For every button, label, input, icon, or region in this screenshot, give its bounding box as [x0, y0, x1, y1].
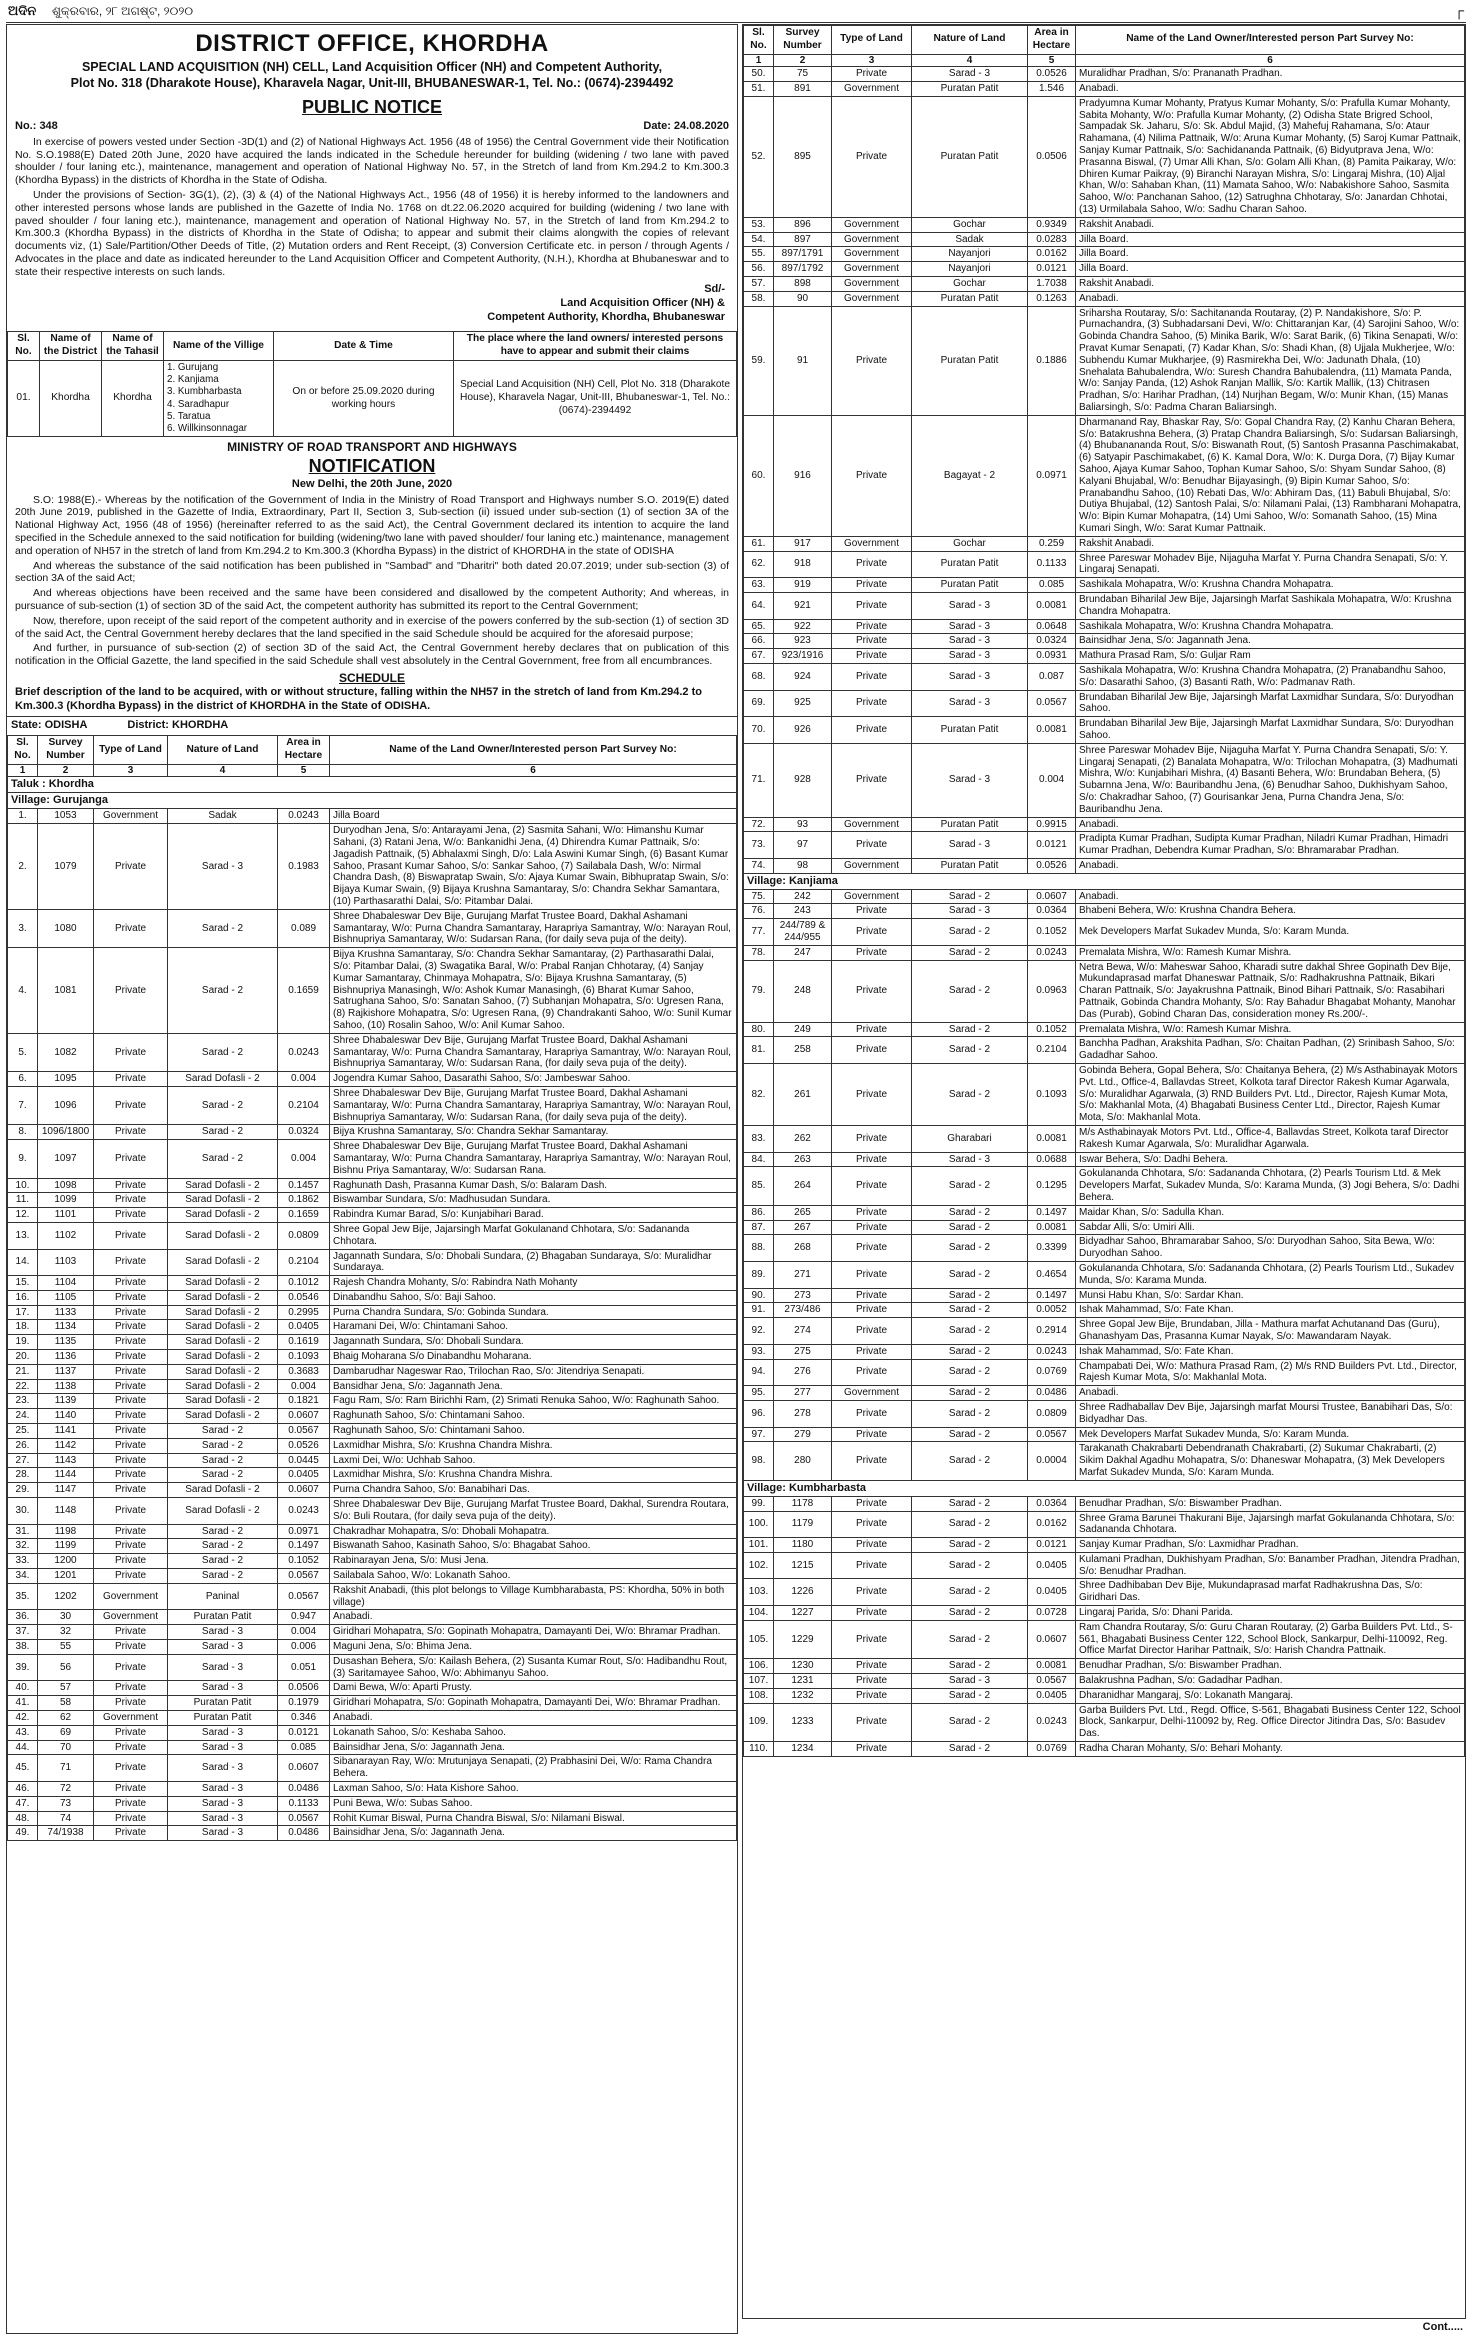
- table-row: 63. 919 Private Puratan Patit 0.085 Sashikala Mohapatra, W/o: Krushna Chandra Mohapatra.: [744, 578, 1465, 593]
- notice-date: Date: 24.08.2020: [643, 120, 729, 132]
- table-row: 28. 1144 Private Sarad - 2 0.0405 Laxmidhar Mishra, S/o: Krushna Chandra Mishra.: [8, 1468, 737, 1483]
- schedule-title: SCHEDULE: [338, 670, 405, 685]
- table-row: 16. 1105 Private Sarad Dofasli - 2 0.0546 Dinabandhu Sahoo, S/o: Baji Sahoo.: [8, 1290, 737, 1305]
- table-row: 31. 1198 Private Sarad - 2 0.0971 Chakradhar Mohapatra, S/o: Dhobali Mohapatra.: [8, 1524, 737, 1539]
- table-row: 29. 1147 Private Sarad Dofasli - 2 0.0607 Purna Chandra Sahoo, S/o: Banabihari Das.: [8, 1483, 737, 1498]
- table-row: 5. 1082 Private Sarad - 2 0.0243 Shree Dhabaleswar Dev Bije, Gurujang Marfat Trustee Board, Dakhal Ashamani Samantaray, W/o: Purna Chandra Samantaray, Harapriya Samantray, W/o: Narayan Roul, Bishnupriya Samantaray, W/o: Sudarsan Rana, (for daily seva puja of the deity).: [8, 1033, 737, 1071]
- table-row: 64. 921 Private Sarad - 3 0.0081 Brundaban Biharilal Jew Bije, Jajarsingh Marfat Sashikala Mohapatra, W/o: Krushna Chandra Mohapatra.: [744, 592, 1465, 619]
- table-row: 103. 1226 Private Sarad - 2 0.0405 Shree Dadhibaban Dev Bije, Mukundaprasad marfat Radhakrushna Das, S/o: Giridhari Das.: [744, 1579, 1465, 1606]
- table-row: 43. 69 Private Sarad - 3 0.0121 Lokanath Sahoo, S/o: Keshaba Sahoo.: [8, 1725, 737, 1740]
- table-row: 61. 917 Government Gochar 0.259 Rakshit Anabadi.: [744, 536, 1465, 551]
- table-row: 88. 268 Private Sarad - 2 0.3399 Bidyadhar Sahoo, Bhramarabar Sahoo, S/o: Duryodhan Sahoo, Sita Bewa, W/o: Duryodhan Sahoo.: [744, 1235, 1465, 1262]
- table-row: 38. 55 Private Sarad - 3 0.006 Maguni Jena, S/o: Bhima Jena.: [8, 1640, 737, 1655]
- left-column: [6, 24, 738, 2334]
- table-row: 40. 57 Private Sarad - 3 0.0506 Dami Bewa, W/o: Aparti Prusty.: [8, 1681, 737, 1696]
- table-row: 68. 924 Private Sarad - 3 0.087 Sashikala Mohapatra, W/o: Krushna Chandra Mohapatra, (2) Pranabandhu Sahoo, S/o: Dasarathi Sahoo, (3) Basanti Rath, W/o: Padmanav Rath.: [744, 663, 1465, 690]
- table-row: 24. 1140 Private Sarad Dofasli - 2 0.0607 Raghunath Sahoo, S/o: Chintamani Sahoo.: [8, 1409, 737, 1424]
- hearing-table: Sl. No. Name of the District Name of the Tahasil Name of the Villige Date & Time The place where the land owners/ interested persons have to appear and submit their claims 01. Khordha Khordha 1. Gurujang 2. Kanjiama 3. Kumbharbasta 4. Saradhapur 5. Taratua 6. Willkinsonnagar On or before 25.09.2020 during working hours Special Land Acquisition (NH) Cell, Plot No. 318 (Dharakote House), Kharavela Nagar, Unit-III, Bhubaneswar-1, Tel. No.: (0674)-2394492: [7, 331, 737, 437]
- table-row: 2. 1079 Private Sarad - 3 0.1983 Duryodhan Jena, S/o: Antarayami Jena, (2) Sasmita Sahani, W/o: Himanshu Kumar Sahani, (3) Ratani Jena, W/o: Bankanidhi Jena, (4) Dhirendra Kumar Pattnaik, S/o: Jagadish Pattnaik, (5) Abhalaxmi Singh, D/o: Lala Aswini Kumar Singh, (6) Basant Kumar Sahoo, Prasant Kumar Sahoo, S/o: Sankar Sahoo, (7) Sailabala Dash, W/o: Nirmal Chandra Dash, (8) Biswapratap Swain, S/o: Ajaya Kumar Swain, Bibhupratap Swain, S/o: Bijaya Kumar Swain, (9) Bijaya Krushna Samantaray, S/o: Chandra Sekhar Samantara, (10) Parthasarathi Dalai, S/o: Pitambar Dalai.: [8, 824, 737, 910]
- table-row: 6. 1095 Private Sarad Dofasli - 2 0.004 Jogendra Kumar Sahoo, Dasarathi Sahoo, S/o: Jambeswar Sahoo.: [8, 1072, 737, 1087]
- table-row: 71. 928 Private Sarad - 3 0.004 Shree Pareswar Mohadev Bije, Nijaguha Marfat Y. Purna Chandra Senapati, S/o: Y. Lingaraj Senapati, (2) Banalata Mohapatra, W/o: Trilochan Mohapatra, (3) Madhumati Mishra, W/o: Kunjabihari Mishra, (4) Basanti Behera, W/o: Brundaban Behera, (5) Subarnna Jena, W/o: Bauribandhu Jena, (6) Benudhar Sahoo, Dukhishyam Sahoo, S/o: Chakradhar Sahoo, (7) Gourisankar Jena, Purna Chandra Jena, S/o: Bauribandhu Jena.: [744, 743, 1465, 817]
- table-row: 14. 1103 Private Sarad Dofasli - 2 0.2104 Jagannath Sundara, S/o: Dhobali Sundara, (2) Bhagaban Sundaraya, S/o: Muralidhar Sundaraya.: [8, 1249, 737, 1276]
- table-row: 54. 897 Government Sadak 0.0283 Jilla Board.: [744, 232, 1465, 247]
- table-row: 105. 1229 Private Sarad - 2 0.0607 Ram Chandra Routaray, S/o: Guru Charan Routaray, (2) Garba Builders Pvt. Ltd., S-561, Bhagabati Business Center 122, School Block, Sankarpur, Delhi-110092, Reg. Office Marfat Director Harihar Pattnaik, S/o: Harish Chandra Pattnaik.: [744, 1620, 1465, 1658]
- table-row: 41. 58 Private Puratan Patit 0.1979 Giridhari Mohapatra, S/o: Gopinath Mohapatra, Damayanti Dei, W/o: Bhramar Pradhan.: [8, 1696, 737, 1711]
- office-subtitle-1: SPECIAL LAND ACQUISITION (NH) CELL, Land Acquisition Officer (NH) and Competent Authority,: [81, 60, 663, 74]
- table-row: 84. 263 Private Sarad - 3 0.0688 Iswar Behera, S/o: Dadhi Behera.: [744, 1152, 1465, 1167]
- table-row: 34. 1201 Private Sarad - 2 0.0567 Sailabala Sahoo, W/o: Lokanath Sahoo.: [8, 1569, 737, 1584]
- public-notice: [7, 25, 737, 331]
- table-row: 56. 897/1792 Government Nayanjori 0.0121 Jilla Board.: [744, 262, 1465, 277]
- table-row: 55. 897/1791 Government Nayanjori 0.0162 Jilla Board.: [744, 247, 1465, 262]
- table-row: 70. 926 Private Puratan Patit 0.0081 Brundaban Biharilal Jew Bije, Jajarsingh Marfat Laxmidhar Sundara, S/o: Duryodhan Sahoo.: [744, 717, 1465, 744]
- table-row: 93. 275 Private Sarad - 2 0.0243 Ishak Mahammad, S/o: Fate Khan.: [744, 1344, 1465, 1359]
- table-row: 12. 1101 Private Sarad Dofasli - 2 0.1659 Rabindra Kumar Barad, S/o: Kunjabihari Barad.: [8, 1208, 737, 1223]
- right-column: [742, 24, 1466, 2319]
- table-row: 18. 1134 Private Sarad Dofasli - 2 0.0405 Haramani Dei, W/o: Chintamani Sahoo.: [8, 1320, 737, 1335]
- schedule-brief: Brief description of the land to be acquired, with or without structure, falling within the NH57 in the stretch of land from Km.294.2 to Km.300.3 (Khordha Bypass) in the district of KHORDHA in the State of ODISHA.: [15, 685, 702, 712]
- table-row: 102. 1215 Private Sarad - 2 0.0405 Kulamani Pradhan, Dukhishyam Pradhan, S/o: Banamber Pradhan, Jitendra Pradhan, S/o: Benudhar Pradhan.: [744, 1552, 1465, 1579]
- table-row: 25. 1141 Private Sarad - 2 0.0567 Raghunath Sahoo, S/o: Chintamani Sahoo.: [8, 1424, 737, 1439]
- newspaper-logo: ଅଦିନ: [8, 3, 37, 18]
- ministry-notification: MINISTRY OF ROAD TRANSPORT AND HIGHWAYS NOTIFICATION New Delhi, the 20th June, 2020 S.O: 1988(E).- Whereas by the notification of the Government of India in the Ministry of Road Transport and Highways number S.O. 2019(E) dated 20th June 2019, published in the Gazette of India, Extraordinary, Part II, Section 3, Sub-section (ii) issued under sub-section (1) of section 3A of the National Highway Act, 1956 (48 of 1956) (hereinafter referred to as the said Act), the Central Government declared its intention to acquire the land specified in the Schedule annexed to the said notification for building (widening/two lane with paved shoulder/ four laning etc.) maintenance, management and operation of NH57 in the stretch of land from Km.294.2 to Km.300.3 (Khordha Bypass) in the district of KHORDHA in the state of ODISHA And whereas the substance of the said notification has been published in "Sambad" and "Dharitri" both dated 20.07.2019; under sub-section (3) of section 3A of the said Act; And whereas objections have been received and the same have been considered and disallowed by the competent Authority; And whereas, in pursuance of sub-section (1) of section 3D of the said Act, the competent authority has submitted its report to the Central Government; Now, therefore, upon receipt of the said report of the competent authority and in exercise of the powers conferred by the sub-section (1) of section 3D of the said Act, the Central Government hereby declares that the land specified in the said Schedule should be acquired for the aforesaid purpose; And further, in pursuance of sub-section (2) of section 3D of the said Act, the Central Government hereby declares that on publication of this notification in the Official Gazette, the land specified in the said Schedule shall vest absolutely in the Central Government, free from all encumbrances. SCHEDULE Brief description of the land to be acquired, with or without structure, falling within the NH57 in the stretch of land from Km.294.2 to Km.300.3 (Khordha Bypass) in the district of KHORDHA in the State of ODISHA.: [15, 440, 729, 712]
- table-row: 79. 248 Private Sarad - 2 0.0963 Netra Bewa, W/o: Maheswar Sahoo, Kharadi sutre dakhal Shree Gopinath Dev Bije, Mukundaprasad marfat Dhaneswar Pattnaik, S/o: Radhakrushna Pattnaik, Bikari Charan Pattnaik, S/o: Jayakrushna Pattnaik, Binod Bihari Pattnaik, S/o: Rasabihari Pattnaik, Gobinda Chandra Mohanty, S/o: Ray Bahadur Bhagabat Mohanty, Manohar Das (Purab), Gobind Charan Das, consideration money Rs.200/-.: [744, 960, 1465, 1022]
- table-row: 48. 74 Private Sarad - 3 0.0567 Rohit Kumar Biswal, Purna Chandra Biswal, S/o: Nilamani Biswal.: [8, 1811, 737, 1826]
- table-row: 66. 923 Private Sarad - 3 0.0324 Bainsidhar Jena, S/o: Jagannath Jena.: [744, 634, 1465, 649]
- table-row: 59. 91 Private Puratan Patit 0.1886 Sriharsha Routaray, S/o: Sachitananda Routaray, (2) P. Nandakishore, S/o: P. Purnachandra, (3) Subhadarsani Devi, W/o: Chittaranjan Kar, (4) Sarojini Sahoo, W/o: Gobinda Chandra Sahoo, (5) Minika Barik, W/o: Sarat Barik, (6) Tikina Senapati, W/o: Pravat Kumar Senapati, (7) Kadar Khan, S/o: Shadi Khan, (8) Ujjala Mukherjee, W/o: Subhendu Kumar Mukharjee, (9) Rasmirekha Dei, W/o: Jadunath Dhala, (10) Snehalata Bahubalendra, W/o: Suresh Chandra Bahubalendra, (11) Mamata Panda, W/o: Sanjay Panda, (12) Ashok Ranjan Mallik, S/o: Kartik Mallik, (13) Chitrasen Pradhan, S/o: Harihar Pradhan, (14) Nurjhan Begam, W/o: Munir Khan, (15) Manas Baliarsingh, S/o: Padma Charan Baliarsingh.: [744, 306, 1465, 415]
- table-row: 22. 1138 Private Sarad Dofasli - 2 0.004 Bansidhar Jena, S/o: Jagannath Jena.: [8, 1379, 737, 1394]
- office-title: DISTRICT OFFICE, KHORDHA: [195, 30, 549, 57]
- continued-label: Cont.....: [1422, 2321, 1463, 2334]
- table-row: 86. 265 Private Sarad - 2 0.1497 Maidar Khan, S/o: Sadulla Khan.: [744, 1205, 1465, 1220]
- village-section: Village: Kanjiama: [744, 873, 1465, 889]
- table-row: 8. 1096/1800 Private Sarad - 2 0.0324 Bijya Krushna Samantaray, S/o: Chandra Sekhar Samantaray.: [8, 1125, 737, 1140]
- table-row: 82. 261 Private Sarad - 2 0.1093 Gobinda Behera, Gopal Behera, S/o: Chaitanya Behera, (2) M/s Asthabinayak Motors Pvt. Ltd., Office-4, Ballavdas Street, Kolkota taraf Director Rakesh Kumar Agarwala, S/o: Muralidhar Agarwala, (3) RND Builders Pvt. Ltd., Director, Rajesh Kumar Mota, S/o: Makhanlal Mota, (4) Bhagabati Business Center Ltd., Director, Rajesh Kumar Mota, S/o: Makhanlal Mota.: [744, 1064, 1465, 1126]
- table-row: 27. 1143 Private Sarad - 2 0.0445 Laxmi Dei, W/o: Uchhab Sahoo.: [8, 1453, 737, 1468]
- village-section: Village: Gurujanga: [8, 793, 737, 809]
- table-row: 19. 1135 Private Sarad Dofasli - 2 0.1619 Jagannath Sundara, S/o: Dhobali Sundara.: [8, 1335, 737, 1350]
- masthead: [6, 2, 1466, 23]
- hearing-row: 01. Khordha Khordha 1. Gurujang 2. Kanjiama 3. Kumbharbasta 4. Saradhapur 5. Taratua 6. Willkinsonnagar On or before 25.09.2020 during working hours Special Land Acquisition (NH) Cell, Plot No. 318 (Dharakote House), Kharavela Nagar, Unit-III, Bhubaneswar-1, Tel. No.: (0674)-2394492: [8, 360, 737, 436]
- table-row: 32. 1199 Private Sarad - 2 0.1497 Biswanath Sahoo, Kasinath Sahoo, S/o: Bhagabat Sahoo.: [8, 1539, 737, 1554]
- table-row: 75. 242 Government Sarad - 2 0.0607 Anabadi.: [744, 889, 1465, 904]
- table-row: 33. 1200 Private Sarad - 2 0.1052 Rabinarayan Jena, S/o: Musi Jena.: [8, 1554, 737, 1569]
- table-row: 72. 93 Government Puratan Patit 0.9915 Anabadi.: [744, 817, 1465, 832]
- office-subtitle-2: Plot No. 318 (Dharakote House), Kharavela Nagar, Unit-III, BHUBANESWAR-1, Tel. No.: (0674)-2394492: [70, 76, 674, 91]
- table-row: 44. 70 Private Sarad - 3 0.085 Bainsidhar Jena, S/o: Jagannath Jena.: [8, 1740, 737, 1755]
- table-row: 109. 1233 Private Sarad - 2 0.0243 Garba Builders Pvt. Ltd., Regd. Office, S-561, Bhagabati Business Center 122, School Block, Sankarpur, Delhi-110092 by, Reg. Office Director Jitindra Das, S/o: Basudev Das.: [744, 1703, 1465, 1741]
- table-row: 42. 62 Government Puratan Patit 0.346 Anabadi.: [8, 1711, 737, 1726]
- table-row: 101. 1180 Private Sarad - 2 0.0121 Sanjay Kumar Pradhan, S/o: Laxmidhar Pradhan.: [744, 1538, 1465, 1553]
- table-row: 23. 1139 Private Sarad Dofasli - 2 0.1821 Fagu Ram, S/o: Ram Birichhi Ram, (2) Srimati Renuka Sahoo, W/o: Raghunath Sahoo.: [8, 1394, 737, 1409]
- table-row: 80. 249 Private Sarad - 2 0.1052 Premalata Mishra, W/o: Ramesh Kumar Mishra.: [744, 1022, 1465, 1037]
- table-row: 46. 72 Private Sarad - 3 0.0486 Laxman Sahoo, S/o: Hata Kishore Sahoo.: [8, 1781, 737, 1796]
- table-row: 96. 278 Private Sarad - 2 0.0809 Shree Radhaballav Dev Bije, Jajarsingh marfat Moursi Trustee, Banabihari Das, S/o: Bidyadhar Das.: [744, 1400, 1465, 1427]
- table-row: 47. 73 Private Sarad - 3 0.1133 Puni Bewa, W/o: Subas Sahoo.: [8, 1796, 737, 1811]
- table-row: 1. 1053 Government Sadak 0.0243 Jilla Board: [8, 809, 737, 824]
- signature-block: Sd/- Land Acquisition Officer (NH) & Competent Authority, Khordha, Bhubaneswar: [487, 282, 725, 324]
- table-row: 77. 244/789 & 244/955 Private Sarad - 2 0.1052 Mek Developers Marfat Sukadev Munda, S/o: Karam Munda.: [744, 919, 1465, 946]
- table-row: 4. 1081 Private Sarad - 2 0.1659 Bijya Krushna Samantaray, S/o: Chandra Sekhar Samantaray, (2) Parthasarathi Dalai, S/o: Pitambar Dalai, (3) Swagatika Baral, W/o: Prabal Ranjan Chhotaray, (4) Sanjay Kumar Samantaray, Chinmaya Mohapatra, S/o: Bijaya Krushna Samantaray, (5) Bishnupriya Manasingh, W/o: Ashok Kumar Manasingh, (6) Bharat Kumar Sahoo, Satrughana Sahoo, S/o: Sanatan Sahoo, (7) Subhanjan Mohapatra, S/o: Ugresen Rana, (8) Rajkishore Mohapatra, S/o: Ugresen Rana, (9) Chandrakanti Sahoo, W/o: Sunil Kumar Sahoo, (10) Rosalin Sahoo, W/o: Anil Kumar Sahoo.: [8, 948, 737, 1034]
- table-row: 92. 274 Private Sarad - 2 0.2914 Shree Gopal Jew Bije, Brundaban, Jilla - Mathura marfat Achutanand Das (Guru), Ghanashyam Das, Prasanna Kumar Nayak, S/o: Mawandaram Nayak.: [744, 1318, 1465, 1345]
- table-row: 90. 273 Private Sarad - 2 0.1497 Munsi Habu Khan, S/o: Sardar Khan.: [744, 1288, 1465, 1303]
- notice-heading: PUBLIC NOTICE: [301, 96, 442, 117]
- table-row: 30. 1148 Private Sarad Dofasli - 2 0.0243 Shree Dhabaleswar Dev Bije, Gurujang Marfat Trustee Board, Dakhal, Surendra Routara, S/o: Buli Routara, (for daily seva puja of the deity).: [8, 1498, 737, 1525]
- table-row: 67. 923/1916 Private Sarad - 3 0.0931 Mathura Prasad Ram, S/o: Guljar Ram: [744, 649, 1465, 664]
- table-row: 97. 279 Private Sarad - 2 0.0567 Mek Developers Marfat Sukadev Munda, S/o: Karam Munda.: [744, 1427, 1465, 1442]
- notice-para-1: In exercise of powers vested under Section -3D(1) and (2) of National Highways Act. 1956 (48 of 1956) the Central Government vide their Notification No. S.O.1988(E) Dated 20th June, 2020 have acquired the lands indicated in the Schedule hereunder for building (widening / two lane with paved shoulder / four laning etc.), maintenance, management and operation of National Highway No. 57, in the Stretch of land from Km.294.2 to Km.300.3 (Khordha Bypass) in the districts of Khordha in the State of Odisha.: [15, 135, 729, 187]
- masthead-date: ଶୁକ୍ରବାର, ୨୮ ଅଗଷ୍ଟ, ୨୦୨୦: [52, 4, 194, 18]
- table-row: 36. 30 Government Puratan Patit 0.947 Anabadi.: [8, 1610, 737, 1625]
- table-row: 74. 98 Government Puratan Patit 0.0526 Anabadi.: [744, 858, 1465, 873]
- table-row: 87. 267 Private Sarad - 2 0.0081 Sabdar Alli, S/o: Umiri Alli.: [744, 1220, 1465, 1235]
- state-district-line: State: ODISHA District: KHORDHA: [7, 716, 737, 735]
- table-row: 94. 276 Private Sarad - 2 0.0769 Champabati Dei, W/o: Mathura Prasad Ram, (2) M/s RND Builders Pvt. Ltd., Director, Rajesh Kumar Mota, S/o: Makhanlal Mota.: [744, 1359, 1465, 1386]
- table-row: 81. 258 Private Sarad - 2 0.2104 Banchha Padhan, Arakshita Padhan, S/o: Chaitan Padhan, (2) Srinibash Sahoo, S/o: Gadadhar Sahoo.: [744, 1037, 1465, 1064]
- table-row: 89. 271 Private Sarad - 2 0.4654 Gokulananda Chhotara, S/o: Sadananda Chhotara, (2) Pearls Tourism Ltd., Sukadev Munda, S/o: Karama Munda.: [744, 1261, 1465, 1288]
- table-row: 52. 895 Private Puratan Patit 0.0506 Pradyumna Kumar Mohanty, Pratyus Kumar Mohanty, S/o: Prafulla Kumar Mohanty, Sabita Mohanty, W/o: Prafulla Kumar Mohanty, (2) Odisha State Brigred School, Sampadak Sk. Jaharu, S/o: Sk. Abdul Majid, (3) Mahefuj Rahamana, S/o: Ataur Rahamana, (4) Nilima Pattnaik, W/o: Aruna Kumar Mohanty, (5) Saroj Kumar Pattnaik, Sanjay Kumar Pattnaik, S/o: Sachidananda Pattnaik, (6) Bidyutprava Jena, W/o: Prasanna Biswal, (7) Umar Alli Khan, S/o: Golam Alli Khan, (8) Pamita Paikaray, W/o: Dhiren Kumar Paikray, (9) Biranchi Narayan Mishra, S/o: Lingaraj Mishra, (10) Aljal Khan, W/o: Sahaban Khan, (11) Mamata Sahoo, W/o: Nabakishore Sahoo, Sasmita Sahoo, W/o: Panchanan Sahoo, (12) Satrughna Chhotaray, S/o: Janardan Chhotai, (13) Urmilabala Sahoo, W/o: Sadhu Charan Sahoo.: [744, 96, 1465, 217]
- table-row: 13. 1102 Private Sarad Dofasli - 2 0.0809 Shree Gopal Jew Bije, Jajarsingh Marfat Gokulanand Chhotara, S/o: Sadananda Chhotara.: [8, 1222, 737, 1249]
- table-row: 58. 90 Government Puratan Patit 0.1263 Anabadi.: [744, 291, 1465, 306]
- table-row: 98. 280 Private Sarad - 2 0.0004 Tarakanath Chakrabarti Debendranath Chakrabarti, (2) Sukumar Chakrabarti, (2) Sikim Dakhal Agadhu Mohapatra, S/o: Dhaneswar Mohapatra, (3) Mek Developers Marfat Sukadev Munda, S/o: Karam Munda.: [744, 1442, 1465, 1480]
- table-row: 76. 243 Private Sarad - 3 0.0364 Bhabeni Behera, W/o: Krushna Chandra Behera.: [744, 904, 1465, 919]
- table-row: 15. 1104 Private Sarad Dofasli - 2 0.1012 Rajesh Chandra Mohanty, S/o: Rabindra Nath Mohanty: [8, 1276, 737, 1291]
- table-row: 26. 1142 Private Sarad - 2 0.0526 Laxmidhar Mishra, S/o: Krushna Chandra Mishra.: [8, 1438, 737, 1453]
- table-row: 99. 1178 Private Sarad - 2 0.0364 Benudhar Pradhan, S/o: Biswamber Pradhan.: [744, 1496, 1465, 1511]
- corner-mark-icon: ┌: [1454, 2, 1464, 18]
- table-row: 60. 916 Private Bagayat - 2 0.0971 Dharmanand Ray, Bhaskar Ray, S/o: Gopal Chandra Ray, (2) Kanhu Charan Behera, S/o: Batakrushna Behera, (3) Pratap Chandra Baliarsingh, S/o: Sudarsan Baliarsingh, (4) Bhubanananda Rout, S/o: Biswanath Rout, (5) Santosh Prasanna Paschimakabat, (6) Satyapir Paschimakabet, (6) K. Kamal Dora, W/o: K. Durga Dora, (7) Bijay Kumar Sahoo, Ajaya Kumar Sahoo, Tophan Kumar Sahoo, S/o: Shyam Sundar Sahoo, (8) Kalyani Bhujabal, W/o: Benudhar Bijayasingh, (9) Bipin Kumar Sahoo, S/o: Pranabandhu Sahoo, (10) Rebati Das, W/o: Abhiram Das, (11) Babuli Bhujabal, S/o: Dutiya Bhujabal, (12) Santosh Palai, S/o: Nilamani Palai, (13) Rambharani Mohapatra, W/o: Bipin Kumar Mohapatra, (14) Umi Sahoo, W/o: Somanath Sahoo, (15) Mina Kumari Singh, W/o: Sarat Kumar Pattnaik.: [744, 415, 1465, 536]
- table-row: 73. 97 Private Sarad - 3 0.0121 Pradipta Kumar Pradhan, Sudipta Kumar Pradhan, Niladri Kumar Pradhan, Himadri Kumar Pradhan, Debendra Kumar Pradhan, S/o: Bhramarabar Pradhan.: [744, 832, 1465, 859]
- table-row: 11. 1099 Private Sarad Dofasli - 2 0.1862 Biswambar Sundara, S/o: Madhusudan Sundara.: [8, 1193, 737, 1208]
- schedule-table-right: Sl. No. Survey Number Type of Land Nature of Land Area in Hectare Name of the Land Owner/Interested person Part Survey No: 1 2 3 4 5 6 50. 75 Private Sarad - 3 0.0526 Muralidhar Pradhan, S/o: Prananath Pradhan. 51. 891 Government Puratan Patit 1.546 Anabadi. 52. 895 Private Puratan Patit 0.0506 Pradyumna Kumar Mohanty, Pratyus Kumar Mohanty, S/o: Prafulla Kumar Mohanty, Sabita Mohanty, W/o: Prafulla Kumar Mohanty, (2) Odisha State Brigred School, Sampadak Sk. Jaharu, S/o: Sk. Abdul Majid, (3) Mahefuj Rahamana, S/o: Ataur Rahamana, (4) Nilima Pattnaik, W/o: Aruna Kumar Mohanty, (5) Saroj Kumar Pattnaik, Sanjay Kumar Pattnaik, S/o: Sachidananda Pattnaik, (6) Bidyutprava Jena, W/o: Prasanna Biswal, (7) Umar Alli Khan, S/o: Golam Alli Khan, (8) Pamita Paikaray, W/o: Dhiren Kumar Paikray, (9) Biranchi Narayan Mishra, S/o: Lingaraj Mishra, (10) Aljal Khan, W/o: Sahaban Khan, (11) Mamata Sahoo, W/o: Nabakishore Sahoo, Sasmita Sahoo, W/o: Panchanan Sahoo, (12) Satrughna Chhotaray, S/o: Janardan Chhotai, (13) Urmilabala Sahoo, W/o: Sadhu Charan Sahoo. 53. 896 Government Gochar 0.9349 Rakshit Anabadi. 54. 897 Government Sadak 0.0283 Jilla Board. 55. 897/1791 Government Nayanjori 0.0162 Jilla Board. 56. 897/1792 Government Nayanjori 0.0121 Jilla Board. 57. 898 Government Gochar 1.7038 Rakshit Anabadi. 58. 90 Government Puratan Patit 0.1263 Anabadi. 59. 91 Private Puratan Patit 0.1886 Sriharsha Routaray, S/o: Sachitananda Routaray, (2) P. Nandakishore, S/o: P. Purnachandra, (3) Subhadarsani Devi, W/o: Chittaranjan Kar, (4) Sarojini Sahoo, W/o: Gobinda Chandra Sahoo, (5) Minika Barik, W/o: Sarat Barik, (6) Tikina Senapati, W/o: Pravat Kumar Senapati, (7) Kadar Khan, S/o: Shadi Khan, (8) Ujjala Mukherjee, W/o: Subhendu Kumar Mukharjee, (9) Rasmirekha Dei, W/o: Jadunath Dhala, (10) Snehalata Bahubalendra, W/o: Suresh Chandra Bahubalendra, (11) Mamata Panda, W/o: Sanjay Panda, (12) Ashok Ranjan Mallik, S/o: Kartik Mallik, (13) Chitrasen Pradhan, S/o: Harihar Pradhan, (14) Nurjhan Begam, W/o: Munir Khan, (15) Manas Baliarsingh, S/o: Padma Charan Baliarsingh. 60. 916 Private Bagayat - 2 0.0971 Dharmanand Ray, Bhaskar Ray, S/o: Gopal Chandra Ray, (2) Kanhu Charan Behera, S/o: Batakrushna Behera, (3) Pratap Chandra Baliarsingh, S/o: Sudarsan Baliarsingh, (4) Bhubanananda Rout, S/o: Biswanath Rout, (5) Santosh Prasanna Paschimakabat, (6) Satyapir Paschimakabet, (6) K. Kamal Dora, W/o: K. Durga Dora, (7) Bijay Kumar Sahoo, Ajaya Kumar Sahoo, Tophan Kumar Sahoo, S/o: Shyam Sundar Sahoo, (8) Kalyani Bhujabal, W/o: Benudhar Bijayasingh, (9) Bipin Kumar Sahoo, S/o: Pranabandhu Sahoo, (10) Rebati Das, W/o: Abhiram Das, (11) Babuli Bhujabal, S/o: Dutiya Bhujabal, (12) Santosh Palai, S/o: Nilamani Palai, (13) Rambharani Mohapatra, W/o: Bipin Kumar Mohapatra, (14) Umi Sahoo, W/o: Somanath Sahoo, (15) Mina Kumari Singh, W/o: Sarat Kumar Pattnaik. 61. 917 Government Gochar 0.259 Rakshit Anabadi. 62. 918 Private Puratan Patit 0.1133 Shree Pareswar Mohadev Bije, Nijaguha Marfat Y. Purna Chandra Senapati, S/o: Y. Lingaraj Senapati. 63. 919 Private Puratan Patit 0.085 Sashikala Mohapatra, W/o: Krushna Chandra Mohapatra. 64. 921 Private Sarad - 3 0.0081 Brundaban Biharilal Jew Bije, Jajarsingh Marfat Sashikala Mohapatra, W/o: Krushna Chandra Mohapatra. 65. 922 Private Sarad - 3 0.0648 Sashikala Mohapatra, W/o: Krushna Chandra Mohapatra. 66. 923 Private Sarad - 3 0.0324 Bainsidhar Jena, S/o: Jagannath Jena. 67. 923/1916 Private Sarad - 3 0.0931 Mathura Prasad Ram, S/o: Guljar Ram 68. 924 Private Sarad - 3 0.087 Sashikala Mohapatra, W/o: Krushna Chandra Mohapatra, (2) Pranabandhu Sahoo, S/o: Dasarathi Sahoo, (3) Basanti Rath, W/o: Padmanav Rath. 69. 925 Private Sarad - 3 0.0567 Brundaban Biharilal Jew Bije, Jajarsingh Marfat Laxmidhar Sundara, S/o: Duryodhan Sahoo. 70. 926 Private Puratan Patit 0.0081 Brundaban Biharilal Jew Bije, Jajarsingh Marfat Laxmidhar Sundara, S/o: Duryodhan Sahoo. 71. 928 Private Sarad - 3 0.004 Shree Pareswar Mohadev Bije, Nijaguha Marfat Y. Purna Chandra Senapati, S/o: Y. Lingaraj Senapati, (2) Banalata Mohapatra, W/o: Trilochan Mohapatra, (3) Madhumati Mishra, W/o: Kunjabihari Mishra, (4) Basanti Behera, W/o: Brundaban Behera, (5) Subarnna Jena, W/o: Bauribandhu Jena, (6) Benudhar Sahoo, Dukhishyam Sahoo, S/o: Chakradhar Sahoo, (7) Gourisankar Jena, Purna Chandra Jena, S/o: Bauribandhu Jena. 72. 93 Government Puratan Patit 0.9915 Anabadi. 73. 97 Private Sarad - 3 0.0121 Pradipta Kumar Pradhan, Sudipta Kumar Pradhan, Niladri Kumar Pradhan, Himadri Kumar Pradhan, Debendra Kumar Pradhan, S/o: Bhramarabar Pradhan. 74. 98 Government Puratan Patit 0.0526 Anabadi. Village: Kanjiama 75. 242 Government Sarad - 2 0.0607 Anabadi. 76. 243 Private Sarad - 3 0.0364 Bhabeni Behera, W/o: Krushna Chandra Behera. 77. 244/789 & 244/955 Private Sarad - 2 0.1052 Mek Developers Marfat Sukadev Munda, S/o: Karam Munda. 78. 247 Private Sarad - 2 0.0243 Premalata Mishra, W/o: Ramesh Kumar Mishra. 79. 248 Private Sarad - 2 0.0963 Netra Bewa, W/o: Maheswar Sahoo, Kharadi sutre dakhal Shree Gopinath Dev Bije, Mukundaprasad marfat Dhaneswar Pattnaik, S/o: Radhakrushna Pattnaik, Bikari Charan Pattnaik, S/o: Jayakrushna Pattnaik, Binod Bihari Pattnaik, S/o: Rasabihari Pattnaik, Gobinda Chandra Mohanty, S/o: Ray Bahadur Bhagabat Mohanty, Manohar Das (Purab), Gobind Charan Das, consideration money Rs.200/-. 80. 249 Private Sarad - 2 0.1052 Premalata Mishra, W/o: Ramesh Kumar Mishra. 81. 258 Private Sarad - 2 0.2104 Banchha Padhan, Arakshita Padhan, S/o: Chaitan Padhan, (2) Srinibash Sahoo, S/o: Gadadhar Sahoo. 82. 261 Private Sarad - 2 0.1093 Gobinda Behera, Gopal Behera, S/o: Chaitanya Behera, (2) M/s Asthabinayak Motors Pvt. Ltd., Office-4, Ballavdas Street, Kolkota taraf Director Rakesh Kumar Agarwala, S/o: Muralidhar Agarwala, (3) RND Builders Pvt. Ltd., Director, Rajesh Kumar Mota, S/o: Makhanlal Mota, (4) Bhagabati Business Center Ltd., Director, Rajesh Kumar Mota, S/o: Makhanlal Mota. 83. 262 Private Gharabari 0.0081 M/s Asthabinayak Motors Pvt. Ltd., Office-4, Ballavdas Street, Kolkota taraf Director Rakesh Kumar Agarwala, S/o: Muralidhar Agarwala. 84. 263 Private Sarad - 3 0.0688 Iswar Behera, S/o: Dadhi Behera. 85. 264 Private Sarad - 2 0.1295 Gokulananda Chhotara, S/o: Sadananda Chhotara, (2) Pearls Tourism Ltd. & Mek Developers Marfat, Sukadev Munda, S/o: Karama Munda, (3) Jogi Behera, S/o: Dadhi Behera. 86. 265 Private Sarad - 2 0.1497 Maidar Khan, S/o: Sadulla Khan. 87. 267 Private Sarad - 2 0.0081 Sabdar Alli, S/o: Umiri Alli. 88. 268 Private Sarad - 2 0.3399 Bidyadhar Sahoo, Bhramarabar Sahoo, S/o: Duryodhan Sahoo, Sita Bewa, W/o: Duryodhan Sahoo. 89. 271 Private Sarad - 2 0.4654 Gokulananda Chhotara, S/o: Sadananda Chhotara, (2) Pearls Tourism Ltd., Sukadev Munda, S/o: Karama Munda. 90. 273 Private Sarad - 2 0.1497 Munsi Habu Khan, S/o: Sardar Khan. 91. 273/486 Private Sarad - 2 0.0052 Ishak Mahammad, S/o: Fate Khan. 92. 274 Private Sarad - 2 0.2914 Shree Gopal Jew Bije, Brundaban, Jilla - Mathura marfat Achutanand Das (Guru), Ghanashyam Das, Prasanna Kumar Nayak, S/o: Mawandaram Nayak. 93. 275 Private Sarad - 2 0.0243 Ishak Mahammad, S/o: Fate Khan. 94. 276 Private Sarad - 2 0.0769 Champabati Dei, W/o: Mathura Prasad Ram, (2) M/s RND Builders Pvt. Ltd., Director, Rajesh Kumar Mota, S/o: Makhanlal Mota. 95. 277 Government Sarad - 2 0.0486 Anabadi. 96. 278 Private Sarad - 2 0.0809 Shree Radhaballav Dev Bije, Jajarsingh marfat Moursi Trustee, Banabihari Das, S/o: Bidyadhar Das. 97. 279 Private Sarad - 2 0.0567 Mek Developers Marfat Sukadev Munda, S/o: Karam Munda. 98. 280 Private Sarad - 2 0.0004 Tarakanath Chakrabarti Debendranath Chakrabarti, (2) Sukumar Chakrabarti, (2) Sikim Dakhal Agadhu Mohapatra, S/o: Dhaneswar Mohapatra, (3) Mek Developers Marfat Sukadev Munda, S/o: Karam Munda. Village: Kumbharbasta 99. 1178 Private Sarad - 2 0.0364 Benudhar Pradhan, S/o: Biswamber Pradhan. 100. 1179 Private Sarad - 2 0.0162 Shree Grama Barunei Thakurani Bije, Jajarsingh marfat Gokulananda Chhotara, S/o: Sadananda Chhotara. 101. 1180 Private Sarad - 2 0.0121 Sanjay Kumar Pradhan, S/o: Laxmidhar Pradhan. 102. 1215 Private Sarad - 2 0.0405 Kulamani Pradhan, Dukhishyam Pradhan, S/o: Banamber Pradhan, Jitendra Pradhan, S/o: Benudhar Pradhan. 103. 1226 Private Sarad - 2 0.0405 Shree Dadhibaban Dev Bije, Mukundaprasad marfat Radhakrushna Das, S/o: Giridhari Das. 104. 1227 Private Sarad - 2 0.0728 Lingaraj Parida, S/o: Dhani Parida. 105. 1229 Private Sarad - 2 0.0607 Ram Chandra Routaray, S/o: Guru Charan Routaray, (2) Garba Builders Pvt. Ltd., S-561, Bhagabati Business Center 122, School Block, Sankarpur, Delhi-110092, Reg. Office Marfat Director Harihar Pattnaik, S/o: Harish Chandra Pattnaik. 106. 1230 Private Sarad - 2 0.0081 Benudhar Pradhan, S/o: Biswamber Pradhan. 107. 1231 Private Sarad - 3 0.0567 Balakrushna Padhan, S/o: Gadadhar Padhan. 108. 1232 Private Sarad - 2 0.0405 Dharanidhar Mangaraj, S/o: Lokanath Mangaraj. 109. 1233 Private Sarad - 2 0.0243 Garba Builders Pvt. Ltd., Regd. Office, S-561, Bhagabati Business Center 122, School Block, Sankarpur, Delhi-110092 by, Reg. Office Director Jitindra Das, S/o: Basudev Das. 110. 1234 Private Sarad - 2 0.0769 Radha Charan Mohanty, S/o: Behari Mohanty.: [743, 25, 1465, 1757]
- village-section: Village: Kumbharbasta: [744, 1480, 1465, 1496]
- table-row: 91. 273/486 Private Sarad - 2 0.0052 Ishak Mahammad, S/o: Fate Khan.: [744, 1303, 1465, 1318]
- table-row: 62. 918 Private Puratan Patit 0.1133 Shree Pareswar Mohadev Bije, Nijaguha Marfat Y. Purna Chandra Senapati, S/o: Y. Lingaraj Senapati.: [744, 551, 1465, 578]
- table-row: 78. 247 Private Sarad - 2 0.0243 Premalata Mishra, W/o: Ramesh Kumar Mishra.: [744, 945, 1465, 960]
- notice-para-2: Under the provisions of Section- 3G(1), (2), (3) & (4) of the National Highways Act., 1956 (48 of 1956) it is hereby informed to the landowners and other interested persons whose lands are published in the Gazette of India No. 1768 on dt.22.06.2020 acquired for building (widening / two lane with paved shoulder / four laning etc.), maintenance, management and operation of National Highway No. 57, in the Stretch of land from Km.294.2 to Km.300.3 (Khordha Bypass) in the districts of Khordha in the State of Odisha; to appear and submit their claims alongwith the copies of relevant documents viz, (1) Sale/Partition/Other Deeds of Title, (2) Mutation orders and Rent Receipt, (3) Conversion Certificate etc. in person / through Agents / Advocates in the place and date as indicated hereunder to the Land Acquisition Officer and Competent Authority, (N.H.), Khordha at Bhubaneswar and to state their respective interests on such lands.: [15, 188, 729, 278]
- table-row: 110. 1234 Private Sarad - 2 0.0769 Radha Charan Mohanty, S/o: Behari Mohanty.: [744, 1742, 1465, 1757]
- table-row: 95. 277 Government Sarad - 2 0.0486 Anabadi.: [744, 1386, 1465, 1401]
- table-row: 108. 1232 Private Sarad - 2 0.0405 Dharanidhar Mangaraj, S/o: Lokanath Mangaraj.: [744, 1688, 1465, 1703]
- table-row: 17. 1133 Private Sarad Dofasli - 2 0.2995 Purna Chandra Sundara, S/o: Gobinda Sundara.: [8, 1305, 737, 1320]
- table-row: 39. 56 Private Sarad - 3 0.051 Dusashan Behera, S/o: Kailash Behera, (2) Susanta Kumar Rout, S/o: Hadibandhu Rout, (3) Saritamayee Sahoo, W/o: Abhimanyu Sahoo.: [8, 1654, 737, 1681]
- table-row: 85. 264 Private Sarad - 2 0.1295 Gokulananda Chhotara, S/o: Sadananda Chhotara, (2) Pearls Tourism Ltd. & Mek Developers Marfat, Sukadev Munda, S/o: Karama Munda, (3) Jogi Behera, S/o: Dadhi Behera.: [744, 1167, 1465, 1205]
- table-row: 9. 1097 Private Sarad - 2 0.004 Shree Dhabaleswar Dev Bije, Gurujang Marfat Trustee Board, Dakhal Ashamani Samantaray, W/o: Purna Chandra Samantaray, Harapriya Samantray, W/o: Narayan Roul, Bishnu Priya Samantaray, W/o: Sudarsan Rana.: [8, 1140, 737, 1178]
- table-row: 50. 75 Private Sarad - 3 0.0526 Muralidhar Pradhan, S/o: Prananath Pradhan.: [744, 67, 1465, 82]
- table-row: 106. 1230 Private Sarad - 2 0.0081 Benudhar Pradhan, S/o: Biswamber Pradhan.: [744, 1659, 1465, 1674]
- table-row: 7. 1096 Private Sarad - 2 0.2104 Shree Dhabaleswar Dev Bije, Gurujang Marfat Trustee Board, Dakhal Ashamani Samantaray, W/o: Purna Chandra Samantaray, Harapriya Samantray, W/o: Narayan Roul, Bishnupriya Samantaray, W/o: Sudarsan Rana, (for daily seva puja of the deity).: [8, 1086, 737, 1124]
- table-row: 20. 1136 Private Sarad Dofasli - 2 0.1093 Bhaig Moharana S/o Dinabandhu Moharana.: [8, 1350, 737, 1365]
- table-row: 104. 1227 Private Sarad - 2 0.0728 Lingaraj Parida, S/o: Dhani Parida.: [744, 1606, 1465, 1621]
- schedule-table-left: Sl. No. Survey Number Type of Land Nature of Land Area in Hectare Name of the Land Owner/Interested person Part Survey No: 1 2 3 4 5 6 Taluk : Khordha Village: Gurujanga 1. 1053 Government Sadak 0.0243 Jilla Board 2. 1079 Private Sarad - 3 0.1983 Duryodhan Jena, S/o: Antarayami Jena, (2) Sasmita Sahani, W/o: Himanshu Kumar Sahani, (3) Ratani Jena, W/o: Bankanidhi Jena, (4) Dhirendra Kumar Pattnaik, S/o: Jagadish Pattnaik, (5) Abhalaxmi Singh, D/o: Lala Aswini Kumar Singh, (6) Basant Kumar Sahoo, Prasant Kumar Sahoo, S/o: Sankar Sahoo, (7) Sailabala Dash, W/o: Nirmal Chandra Dash, (8) Biswapratap Swain, S/o: Ajaya Kumar Swain, Bibhupratap Swain, S/o: Bijaya Kumar Swain, (9) Bijaya Krushna Samantaray, S/o: Chandra Sekhar Samantara, (10) Parthasarathi Dalai, S/o: Pitambar Dalai. 3. 1080 Private Sarad - 2 0.089 Shree Dhabaleswar Dev Bije, Gurujang Marfat Trustee Board, Dakhal Ashamani Samantaray, W/o: Purna Chandra Samantaray, Harapriya Samantray, W/o: Narayan Roul, Bishnupriya Samantaray, W/o: Sudarsan Rana, (for daily seva puja of the deity). 4. 1081 Private Sarad - 2 0.1659 Bijya Krushna Samantaray, S/o: Chandra Sekhar Samantaray, (2) Parthasarathi Dalai, S/o: Pitambar Dalai, (3) Swagatika Baral, W/o: Prabal Ranjan Chhotaray, (4) Sanjay Kumar Samantaray, Chinmaya Mohapatra, S/o: Bijaya Krushna Samantaray, (5) Bishnupriya Manasingh, W/o: Ashok Kumar Manasingh, (6) Bharat Kumar Sahoo, Satrughana Sahoo, S/o: Sanatan Sahoo, (7) Subhanjan Mohapatra, S/o: Ugresen Rana, (8) Rajkishore Mohapatra, S/o: Ugresen Rana, (9) Chandrakanti Sahoo, W/o: Sunil Kumar Sahoo, (10) Rosalin Sahoo, W/o: Anil Kumar Sahoo. 5. 1082 Private Sarad - 2 0.0243 Shree Dhabaleswar Dev Bije, Gurujang Marfat Trustee Board, Dakhal Ashamani Samantaray, W/o: Purna Chandra Samantaray, Harapriya Samantray, W/o: Narayan Roul, Bishnupriya Samantaray, W/o: Sudarsan Rana, (for daily seva puja of the deity). 6. 1095 Private Sarad Dofasli - 2 0.004 Jogendra Kumar Sahoo, Dasarathi Sahoo, S/o: Jambeswar Sahoo. 7. 1096 Private Sarad - 2 0.2104 Shree Dhabaleswar Dev Bije, Gurujang Marfat Trustee Board, Dakhal Ashamani Samantaray, W/o: Purna Chandra Samantaray, Harapriya Samantray, W/o: Narayan Roul, Bishnupriya Samantaray, W/o: Sudarsan Rana, (for daily seva puja of the deity). 8. 1096/1800 Private Sarad - 2 0.0324 Bijya Krushna Samantaray, S/o: Chandra Sekhar Samantaray. 9. 1097 Private Sarad - 2 0.004 Shree Dhabaleswar Dev Bije, Gurujang Marfat Trustee Board, Dakhal Ashamani Samantaray, W/o: Purna Chandra Samantaray, Harapriya Samantray, W/o: Narayan Roul, Bishnu Priya Samantaray, W/o: Sudarsan Rana. 10. 1098 Private Sarad Dofasli - 2 0.1457 Raghunath Dash, Prasanna Kumar Dash, S/o: Balaram Dash. 11. 1099 Private Sarad Dofasli - 2 0.1862 Biswambar Sundara, S/o: Madhusudan Sundara. 12. 1101 Private Sarad Dofasli - 2 0.1659 Rabindra Kumar Barad, S/o: Kunjabihari Barad. 13. 1102 Private Sarad Dofasli - 2 0.0809 Shree Gopal Jew Bije, Jajarsingh Marfat Gokulanand Chhotara, S/o: Sadananda Chhotara. 14. 1103 Private Sarad Dofasli - 2 0.2104 Jagannath Sundara, S/o: Dhobali Sundara, (2) Bhagaban Sundaraya, S/o: Muralidhar Sundaraya. 15. 1104 Private Sarad Dofasli - 2 0.1012 Rajesh Chandra Mohanty, S/o: Rabindra Nath Mohanty 16. 1105 Private Sarad Dofasli - 2 0.0546 Dinabandhu Sahoo, S/o: Baji Sahoo. 17. 1133 Private Sarad Dofasli - 2 0.2995 Purna Chandra Sundara, S/o: Gobinda Sundara. 18. 1134 Private Sarad Dofasli - 2 0.0405 Haramani Dei, W/o: Chintamani Sahoo. 19. 1135 Private Sarad Dofasli - 2 0.1619 Jagannath Sundara, S/o: Dhobali Sundara. 20. 1136 Private Sarad Dofasli - 2 0.1093 Bhaig Moharana S/o Dinabandhu Moharana. 21. 1137 Private Sarad Dofasli - 2 0.3683 Dambarudhar Nageswar Rao, Trilochan Rao, S/o: Jitendriya Senapati. 22. 1138 Private Sarad Dofasli - 2 0.004 Bansidhar Jena, S/o: Jagannath Jena. 23. 1139 Private Sarad Dofasli - 2 0.1821 Fagu Ram, S/o: Ram Birichhi Ram, (2) Srimati Renuka Sahoo, W/o: Raghunath Sahoo. 24. 1140 Private Sarad Dofasli - 2 0.0607 Raghunath Sahoo, S/o: Chintamani Sahoo. 25. 1141 Private Sarad - 2 0.0567 Raghunath Sahoo, S/o: Chintamani Sahoo. 26. 1142 Private Sarad - 2 0.0526 Laxmidhar Mishra, S/o: Krushna Chandra Mishra. 27. 1143 Private Sarad - 2 0.0445 Laxmi Dei, W/o: Uchhab Sahoo. 28. 1144 Private Sarad - 2 0.0405 Laxmidhar Mishra, S/o: Krushna Chandra Mishra. 29. 1147 Private Sarad Dofasli - 2 0.0607 Purna Chandra Sahoo, S/o: Banabihari Das. 30. 1148 Private Sarad Dofasli - 2 0.0243 Shree Dhabaleswar Dev Bije, Gurujang Marfat Trustee Board, Dakhal, Surendra Routara, S/o: Buli Routara, (for daily seva puja of the deity). 31. 1198 Private Sarad - 2 0.0971 Chakradhar Mohapatra, S/o: Dhobali Mohapatra. 32. 1199 Private Sarad - 2 0.1497 Biswanath Sahoo, Kasinath Sahoo, S/o: Bhagabat Sahoo. 33. 1200 Private Sarad - 2 0.1052 Rabinarayan Jena, S/o: Musi Jena. 34. 1201 Private Sarad - 2 0.0567 Sailabala Sahoo, W/o: Lokanath Sahoo. 35. 1202 Government Paninal 0.0567 Rakshit Anabadi, (this plot belongs to Village Kumbharabasta, PS: Khordha, 50% in both village) 36. 30 Government Puratan Patit 0.947 Anabadi. 37. 32 Private Sarad - 3 0.004 Giridhari Mohapatra, S/o: Gopinath Mohapatra, Damayanti Dei, W/o: Bhramar Pradhan. 38. 55 Private Sarad - 3 0.006 Maguni Jena, S/o: Bhima Jena. 39. 56 Private Sarad - 3 0.051 Dusashan Behera, S/o: Kailash Behera, (2) Susanta Kumar Rout, S/o: Hadibandhu Rout, (3) Saritamayee Sahoo, W/o: Abhimanyu Sahoo. 40. 57 Private Sarad - 3 0.0506 Dami Bewa, W/o: Aparti Prusty. 41. 58 Private Puratan Patit 0.1979 Giridhari Mohapatra, S/o: Gopinath Mohapatra, Damayanti Dei, W/o: Bhramar Pradhan. 42. 62 Government Puratan Patit 0.346 Anabadi. 43. 69 Private Sarad - 3 0.0121 Lokanath Sahoo, S/o: Keshaba Sahoo. 44. 70 Private Sarad - 3 0.085 Bainsidhar Jena, S/o: Jagannath Jena. 45. 71 Private Sarad - 3 0.0607 Sibanarayan Ray, W/o: Mrutunjaya Senapati, (2) Prabhasini Dei, W/o: Rama Chandra Behera. 46. 72 Private Sarad - 3 0.0486 Laxman Sahoo, S/o: Hata Kishore Sahoo. 47. 73 Private Sarad - 3 0.1133 Puni Bewa, W/o: Subas Sahoo. 48. 74 Private Sarad - 3 0.0567 Rohit Kumar Biswal, Purna Chandra Biswal, S/o: Nilamani Biswal. 49. 74/1938 Private Sarad - 3 0.0486 Bainsidhar Jena, S/o: Jagannath Jena.: [7, 735, 737, 1841]
- table-row: 51. 891 Government Puratan Patit 1.546 Anabadi.: [744, 82, 1465, 97]
- table-row: 35. 1202 Government Paninal 0.0567 Rakshit Anabadi, (this plot belongs to Village Kumbharabasta, PS: Khordha, 50% in both village): [8, 1583, 737, 1610]
- table-row: 57. 898 Government Gochar 1.7038 Rakshit Anabadi.: [744, 277, 1465, 292]
- table-row: 53. 896 Government Gochar 0.9349 Rakshit Anabadi.: [744, 217, 1465, 232]
- notice-number: No.: 348: [15, 120, 58, 132]
- table-row: 65. 922 Private Sarad - 3 0.0648 Sashikala Mohapatra, W/o: Krushna Chandra Mohapatra.: [744, 619, 1465, 634]
- table-row: 49. 74/1938 Private Sarad - 3 0.0486 Bainsidhar Jena, S/o: Jagannath Jena.: [8, 1826, 737, 1841]
- table-row: 37. 32 Private Sarad - 3 0.004 Giridhari Mohapatra, S/o: Gopinath Mohapatra, Damayanti Dei, W/o: Bhramar Pradhan.: [8, 1625, 737, 1640]
- table-row: 21. 1137 Private Sarad Dofasli - 2 0.3683 Dambarudhar Nageswar Rao, Trilochan Rao, S/o: Jitendriya Senapati.: [8, 1364, 737, 1379]
- table-row: 69. 925 Private Sarad - 3 0.0567 Brundaban Biharilal Jew Bije, Jajarsingh Marfat Laxmidhar Sundara, S/o: Duryodhan Sahoo.: [744, 690, 1465, 717]
- table-row: 107. 1231 Private Sarad - 3 0.0567 Balakrushna Padhan, S/o: Gadadhar Padhan.: [744, 1674, 1465, 1689]
- table-row: 10. 1098 Private Sarad Dofasli - 2 0.1457 Raghunath Dash, Prasanna Kumar Dash, S/o: Balaram Dash.: [8, 1178, 737, 1193]
- table-row: 3. 1080 Private Sarad - 2 0.089 Shree Dhabaleswar Dev Bije, Gurujang Marfat Trustee Board, Dakhal Ashamani Samantaray, W/o: Purna Chandra Samantaray, Harapriya Samantray, W/o: Narayan Roul, Bishnupriya Samantaray, W/o: Sudarsan Rana, (for daily seva puja of the deity).: [8, 909, 737, 947]
- table-row: 83. 262 Private Gharabari 0.0081 M/s Asthabinayak Motors Pvt. Ltd., Office-4, Ballavdas Street, Kolkota taraf Director Rakesh Kumar Agarwala, S/o: Muralidhar Agarwala.: [744, 1126, 1465, 1153]
- village-section: Taluk : Khordha: [8, 777, 737, 793]
- table-row: 100. 1179 Private Sarad - 2 0.0162 Shree Grama Barunei Thakurani Bije, Jajarsingh marfat Gokulananda Chhotara, S/o: Sadananda Chhotara.: [744, 1511, 1465, 1538]
- table-row: 45. 71 Private Sarad - 3 0.0607 Sibanarayan Ray, W/o: Mrutunjaya Senapati, (2) Prabhasini Dei, W/o: Rama Chandra Behera.: [8, 1755, 737, 1782]
